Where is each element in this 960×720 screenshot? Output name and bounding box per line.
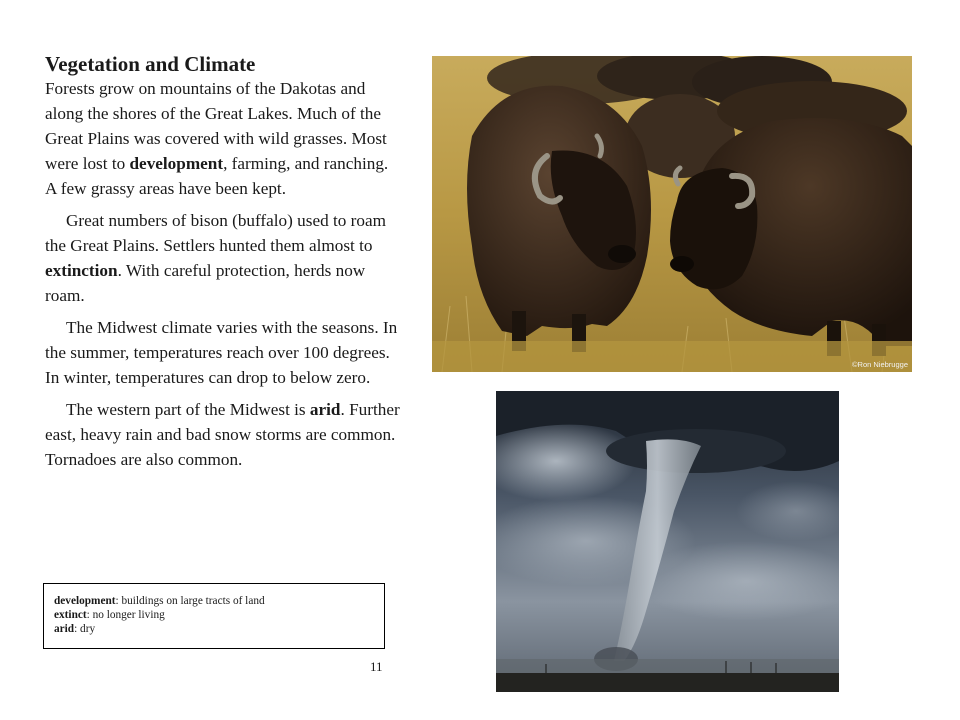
text-column <box>45 52 400 479</box>
paragraph-bison <box>45 208 400 308</box>
glossary-definition: : no longer living <box>86 609 165 621</box>
page-number: 11 <box>370 659 383 674</box>
paragraph-text: , farming, and ranching. A few grassy areas have been kept. <box>45 154 389 198</box>
glossary-term: development <box>54 595 116 607</box>
glossary-definition: : buildings on large tracts of land <box>115 595 265 607</box>
section-title: Vegetation and Climate <box>45 52 256 76</box>
paragraph-text: Great numbers of bison (buffalo) used to roam the Great Plains. Settlers hunted them almost to <box>45 211 386 255</box>
glossary-box <box>43 583 385 649</box>
glossary-entry <box>54 608 384 622</box>
paragraph-text: . Further east, heavy rain and bad snow storms are common. Tornadoes are also common. <box>45 400 400 469</box>
bison-illustration <box>432 56 912 372</box>
tornado-photo <box>496 391 839 692</box>
glossary-term: extinct <box>54 609 87 621</box>
photo-credit: ©Ron Niebrugge <box>852 360 908 369</box>
glossary-term: arid <box>54 623 75 635</box>
glossary-entry <box>54 594 384 608</box>
paragraph-text: Forests grow on mountains of the Dakotas and along the shores of the Great Lakes. Much of the Great Plains was covered with wild grasses. Most were lost to <box>45 79 387 173</box>
paragraph-text: The western part of the Midwest is <box>66 400 310 419</box>
glossary-definition: : dry <box>74 623 96 635</box>
vocab-term-development: development <box>129 154 224 173</box>
vocab-term-arid: arid <box>309 400 341 419</box>
paragraph-climate: The Midwest climate varies with the seasons. In the summer, temperatures reach over 100 degrees. In winter, temperatures can drop to below zero. <box>45 318 398 387</box>
vocab-term-extinction: extinction <box>45 261 118 280</box>
bison-photo <box>432 56 912 372</box>
tornado-illustration <box>496 391 839 692</box>
paragraph-vegetation <box>45 76 400 201</box>
paragraph-arid <box>45 397 400 472</box>
paragraph-text: . With careful protection, herds now roam. <box>45 261 366 305</box>
glossary-entry <box>54 622 384 636</box>
